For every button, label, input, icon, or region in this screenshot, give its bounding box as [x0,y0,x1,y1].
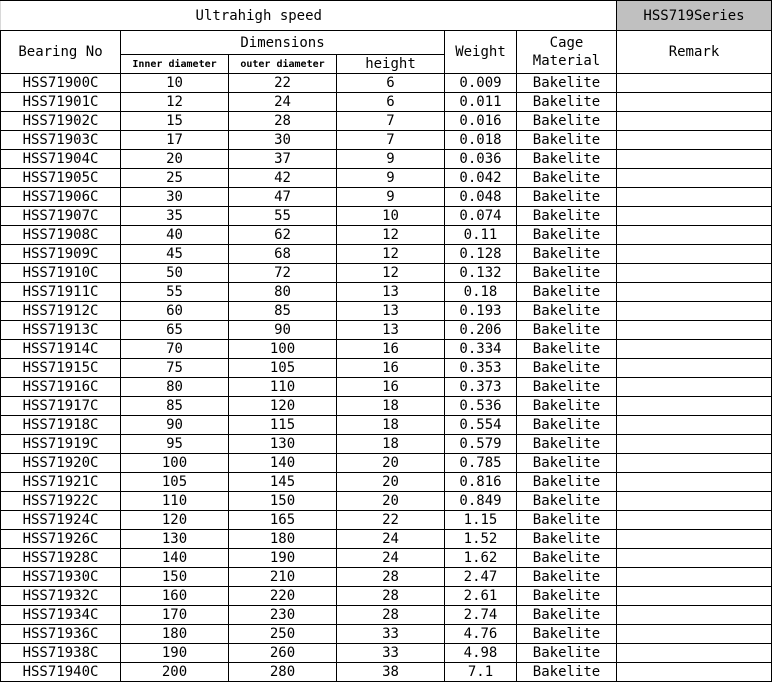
cell-cage-material: Bakelite [517,568,617,587]
cell-inner-diameter: 60 [121,302,229,321]
cell-outer-diameter: 47 [229,188,337,207]
cell-remark [617,302,772,321]
cell-height: 13 [337,302,445,321]
cell-height: 12 [337,226,445,245]
cell-cage-material: Bakelite [517,245,617,264]
cell-inner-diameter: 130 [121,530,229,549]
header-remark: Remark [617,31,772,74]
cell-remark [617,245,772,264]
cell-bearing-no: HSS71904C [1,150,121,169]
table-row [1,188,772,207]
cell-remark [617,473,772,492]
cell-outer-diameter: 180 [229,530,337,549]
cell-bearing-no: HSS71921C [1,473,121,492]
cell-weight: 2.74 [445,606,517,625]
cell-remark [617,188,772,207]
cell-cage-material: Bakelite [517,283,617,302]
cell-inner-diameter: 40 [121,226,229,245]
cell-inner-diameter: 65 [121,321,229,340]
cell-height: 38 [337,663,445,682]
cell-weight: 0.11 [445,226,517,245]
cell-outer-diameter: 115 [229,416,337,435]
cell-inner-diameter: 180 [121,625,229,644]
cell-outer-diameter: 110 [229,378,337,397]
cell-outer-diameter: 42 [229,169,337,188]
table-row [1,454,772,473]
cell-bearing-no: HSS71938C [1,644,121,663]
cell-cage-material: Bakelite [517,435,617,454]
cell-outer-diameter: 28 [229,112,337,131]
cell-cage-material: Bakelite [517,397,617,416]
cell-cage-material: Bakelite [517,93,617,112]
cell-weight: 0.536 [445,397,517,416]
cell-remark [617,587,772,606]
cell-inner-diameter: 85 [121,397,229,416]
cell-remark [617,549,772,568]
header-cage-line1: Cage [549,35,584,51]
cell-bearing-no: HSS71926C [1,530,121,549]
cell-outer-diameter: 72 [229,264,337,283]
cell-bearing-no: HSS71910C [1,264,121,283]
table-title: Ultrahigh speed [1,1,517,31]
cell-remark [617,93,772,112]
cell-outer-diameter: 145 [229,473,337,492]
cell-weight: 2.61 [445,587,517,606]
cell-inner-diameter: 110 [121,492,229,511]
cell-weight: 0.009 [445,74,517,93]
table-row [1,226,772,245]
cell-bearing-no: HSS71902C [1,112,121,131]
cell-outer-diameter: 280 [229,663,337,682]
table-row [1,416,772,435]
cell-height: 33 [337,625,445,644]
cell-height: 7 [337,131,445,150]
cell-cage-material: Bakelite [517,150,617,169]
cell-bearing-no: HSS71940C [1,663,121,682]
cell-height: 16 [337,359,445,378]
table-row [1,587,772,606]
cell-remark [617,644,772,663]
cell-remark [617,492,772,511]
cell-bearing-no: HSS71903C [1,131,121,150]
cell-inner-diameter: 20 [121,150,229,169]
cell-cage-material: Bakelite [517,606,617,625]
cell-bearing-no: HSS71908C [1,226,121,245]
table-row [1,625,772,644]
cell-bearing-no: HSS71917C [1,397,121,416]
cell-remark [617,530,772,549]
cell-weight: 0.048 [445,188,517,207]
cell-outer-diameter: 22 [229,74,337,93]
cell-outer-diameter: 165 [229,511,337,530]
cell-remark [617,131,772,150]
cell-weight: 0.373 [445,378,517,397]
cell-bearing-no: HSS71905C [1,169,121,188]
table-row [1,93,772,112]
cell-remark [617,207,772,226]
cell-inner-diameter: 150 [121,568,229,587]
cell-bearing-no: HSS71920C [1,454,121,473]
header-dimensions: Dimensions [121,31,445,55]
cell-height: 18 [337,416,445,435]
table-row [1,511,772,530]
cell-weight: 0.018 [445,131,517,150]
cell-height: 9 [337,188,445,207]
cell-outer-diameter: 105 [229,359,337,378]
cell-remark [617,226,772,245]
cell-inner-diameter: 70 [121,340,229,359]
cell-weight: 7.1 [445,663,517,682]
header-weight: Weight [445,31,517,74]
cell-remark [617,378,772,397]
table-row [1,492,772,511]
cell-cage-material: Bakelite [517,378,617,397]
cell-cage-material: Bakelite [517,473,617,492]
cell-height: 20 [337,492,445,511]
cell-remark [617,264,772,283]
cell-height: 16 [337,378,445,397]
cell-inner-diameter: 55 [121,283,229,302]
cell-cage-material: Bakelite [517,511,617,530]
header-outer-diameter: outer diameter [229,55,337,74]
cell-cage-material: Bakelite [517,587,617,606]
cell-outer-diameter: 80 [229,283,337,302]
cell-height: 7 [337,112,445,131]
table-row [1,207,772,226]
cell-inner-diameter: 105 [121,473,229,492]
table-body [1,74,772,682]
cell-remark [617,74,772,93]
cell-inner-diameter: 140 [121,549,229,568]
cell-remark [617,511,772,530]
cell-weight: 0.206 [445,321,517,340]
cell-height: 12 [337,264,445,283]
table-row [1,644,772,663]
table-row [1,150,772,169]
cell-remark [617,416,772,435]
cell-bearing-no: HSS71932C [1,587,121,606]
table-row [1,606,772,625]
cell-remark [617,340,772,359]
cell-bearing-no: HSS71911C [1,283,121,302]
cell-cage-material: Bakelite [517,131,617,150]
table-row [1,283,772,302]
cell-bearing-no: HSS71934C [1,606,121,625]
table-row [1,435,772,454]
cell-bearing-no: HSS71930C [1,568,121,587]
cell-cage-material: Bakelite [517,74,617,93]
table-row [1,473,772,492]
cell-outer-diameter: 220 [229,587,337,606]
table-row [1,568,772,587]
cell-inner-diameter: 15 [121,112,229,131]
cell-bearing-no: HSS71906C [1,188,121,207]
cell-remark [617,112,772,131]
cell-outer-diameter: 210 [229,568,337,587]
cell-weight: 0.554 [445,416,517,435]
cell-outer-diameter: 140 [229,454,337,473]
cell-inner-diameter: 200 [121,663,229,682]
cell-outer-diameter: 230 [229,606,337,625]
cell-remark [617,283,772,302]
cell-inner-diameter: 90 [121,416,229,435]
cell-weight: 0.074 [445,207,517,226]
cell-bearing-no: HSS71919C [1,435,121,454]
cell-outer-diameter: 85 [229,302,337,321]
table-row [1,169,772,188]
cell-cage-material: Bakelite [517,416,617,435]
cell-inner-diameter: 170 [121,606,229,625]
cell-weight: 0.193 [445,302,517,321]
cell-cage-material: Bakelite [517,264,617,283]
cell-weight: 0.353 [445,359,517,378]
cell-height: 18 [337,435,445,454]
cell-height: 9 [337,150,445,169]
table-row [1,264,772,283]
cell-weight: 0.132 [445,264,517,283]
cell-inner-diameter: 25 [121,169,229,188]
cell-remark [617,606,772,625]
table-row [1,378,772,397]
cell-cage-material: Bakelite [517,663,617,682]
cell-bearing-no: HSS71901C [1,93,121,112]
cell-weight: 0.785 [445,454,517,473]
cell-weight: 0.816 [445,473,517,492]
cell-bearing-no: HSS71909C [1,245,121,264]
cell-cage-material: Bakelite [517,112,617,131]
cell-cage-material: Bakelite [517,169,617,188]
cell-inner-diameter: 17 [121,131,229,150]
cell-height: 6 [337,74,445,93]
cell-cage-material: Bakelite [517,188,617,207]
cell-height: 24 [337,530,445,549]
cell-weight: 0.18 [445,283,517,302]
header-height: height [337,55,445,74]
header-cage-line2: Material [532,53,601,69]
cell-height: 22 [337,511,445,530]
cell-weight: 0.042 [445,169,517,188]
cell-height: 28 [337,587,445,606]
cell-height: 33 [337,644,445,663]
cell-weight: 0.011 [445,93,517,112]
title-spacer [517,1,617,31]
cell-outer-diameter: 37 [229,150,337,169]
cell-remark [617,359,772,378]
table-row [1,340,772,359]
table-row [1,530,772,549]
cell-cage-material: Bakelite [517,644,617,663]
cell-weight: 0.849 [445,492,517,511]
table-row [1,397,772,416]
cell-cage-material: Bakelite [517,454,617,473]
cell-weight: 0.036 [445,150,517,169]
cell-cage-material: Bakelite [517,530,617,549]
cell-weight: 0.334 [445,340,517,359]
cell-outer-diameter: 90 [229,321,337,340]
cell-bearing-no: HSS71914C [1,340,121,359]
cell-inner-diameter: 12 [121,93,229,112]
cell-height: 6 [337,93,445,112]
cell-weight: 0.579 [445,435,517,454]
cell-inner-diameter: 30 [121,188,229,207]
cell-remark [617,454,772,473]
cell-inner-diameter: 35 [121,207,229,226]
cell-bearing-no: HSS71913C [1,321,121,340]
cell-outer-diameter: 24 [229,93,337,112]
cell-inner-diameter: 75 [121,359,229,378]
cell-bearing-no: HSS71916C [1,378,121,397]
cell-bearing-no: HSS71928C [1,549,121,568]
cell-weight: 4.98 [445,644,517,663]
cell-inner-diameter: 100 [121,454,229,473]
cell-cage-material: Bakelite [517,207,617,226]
cell-inner-diameter: 45 [121,245,229,264]
cell-bearing-no: HSS71936C [1,625,121,644]
table-row [1,131,772,150]
cell-height: 20 [337,454,445,473]
cell-cage-material: Bakelite [517,302,617,321]
cell-outer-diameter: 150 [229,492,337,511]
cell-remark [617,169,772,188]
cell-inner-diameter: 120 [121,511,229,530]
table-row [1,302,772,321]
table-row [1,359,772,378]
cell-weight: 1.15 [445,511,517,530]
cell-height: 9 [337,169,445,188]
cell-weight: 1.62 [445,549,517,568]
cell-outer-diameter: 62 [229,226,337,245]
cell-remark [617,150,772,169]
cell-weight: 1.52 [445,530,517,549]
cell-inner-diameter: 50 [121,264,229,283]
cell-outer-diameter: 250 [229,625,337,644]
cell-height: 20 [337,473,445,492]
cell-bearing-no: HSS71924C [1,511,121,530]
cell-inner-diameter: 95 [121,435,229,454]
table-row [1,245,772,264]
cell-weight: 4.76 [445,625,517,644]
table-row [1,663,772,682]
cell-cage-material: Bakelite [517,226,617,245]
cell-outer-diameter: 130 [229,435,337,454]
cell-cage-material: Bakelite [517,359,617,378]
table-row [1,112,772,131]
cell-remark [617,625,772,644]
header-inner-diameter: Inner diameter [121,55,229,74]
cell-bearing-no: HSS71912C [1,302,121,321]
cell-outer-diameter: 55 [229,207,337,226]
cell-remark [617,435,772,454]
cell-height: 10 [337,207,445,226]
cell-outer-diameter: 30 [229,131,337,150]
cell-height: 18 [337,397,445,416]
cell-outer-diameter: 100 [229,340,337,359]
header-bearing-no: Bearing No [1,31,121,74]
cell-inner-diameter: 160 [121,587,229,606]
cell-weight: 0.016 [445,112,517,131]
cell-height: 28 [337,568,445,587]
cell-cage-material: Bakelite [517,340,617,359]
cell-remark [617,397,772,416]
cell-weight: 0.128 [445,245,517,264]
cell-bearing-no: HSS71922C [1,492,121,511]
cell-cage-material: Bakelite [517,549,617,568]
cell-outer-diameter: 190 [229,549,337,568]
table-row [1,549,772,568]
table-row [1,321,772,340]
cell-inner-diameter: 190 [121,644,229,663]
cell-height: 24 [337,549,445,568]
cell-bearing-no: HSS71900C [1,74,121,93]
table-row [1,74,772,93]
cell-outer-diameter: 68 [229,245,337,264]
cell-bearing-no: HSS71915C [1,359,121,378]
series-label: HSS719Series [617,1,772,31]
cell-height: 13 [337,283,445,302]
cell-remark [617,663,772,682]
cell-bearing-no: HSS71907C [1,207,121,226]
cell-height: 12 [337,245,445,264]
cell-weight: 2.47 [445,568,517,587]
header-cage-material [517,31,617,74]
cell-height: 16 [337,340,445,359]
cell-remark [617,568,772,587]
cell-height: 28 [337,606,445,625]
cell-inner-diameter: 10 [121,74,229,93]
cell-cage-material: Bakelite [517,492,617,511]
cell-cage-material: Bakelite [517,625,617,644]
cell-outer-diameter: 260 [229,644,337,663]
cell-height: 13 [337,321,445,340]
cell-inner-diameter: 80 [121,378,229,397]
cell-bearing-no: HSS71918C [1,416,121,435]
cell-outer-diameter: 120 [229,397,337,416]
cell-cage-material: Bakelite [517,321,617,340]
cell-remark [617,321,772,340]
